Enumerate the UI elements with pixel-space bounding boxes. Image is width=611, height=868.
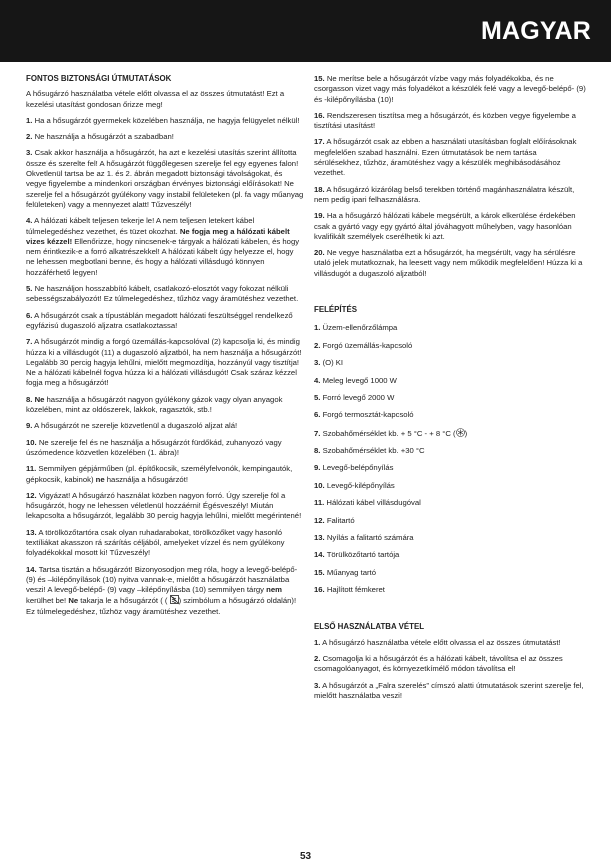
safety-item-7: 7. A hősugárzót mindig a forgó üzemállás-kapcsolóval (2) kapcsolja ki, és mindig húzza ki a villásdugót (11) a dugaszoló aljzatból, ha nem használja a hősugárzót! Legalább 30 percig hagyja lehűlni, mielőtt megmozdítja, hozzányúl vagy tisztítja! Ne a hálózati kábelnél fogva húzza ki a hálózati villásdugót! Csak száraz kézzel fogja meg a hősugárzót! [26, 337, 302, 388]
list-item: 2. Forgó üzemállás-kapcsoló [314, 340, 413, 350]
list-item: 9. Levegő-belépőnyílás [314, 463, 394, 473]
language-title: MAGYAR [480, 17, 591, 45]
safety-item-17: 17. A hősugárzót csak az ebben a használati utasításban foglalt előírásoknak megfelelően szabad használni. Ezen útmutatások be nem tartása sérülésekhez, tűzhöz, áramütéshez vagy a készülék meghibásodásához vezethet. [314, 137, 577, 178]
safety-item-15: 15. Ne merítse bele a hősugárzót vízbe vagy más folyadékokba, és ne csorgasson vizet vagy más folyadékot a készülék felé vagy a levegő-belépő- (9) és -kilépőnyílásba (10)! [314, 74, 586, 104]
list-item: 7. Szobahőmérséklet kb. + 5 °C - + 8 °C ( ) [314, 428, 468, 438]
safety-title: FONTOS BIZTONSÁGI ÚTMUTATÁSOK [26, 74, 172, 83]
list-item: 3. (O) KI [314, 358, 344, 368]
safety-item-14: 14. Tartsa tisztán a hősugárzót! Bizonyosodjon meg róla, hogy a levegő-belépő- (9) és –kilépőnyílások (10) nyitva vannak-e, mielőtt a hősugárzót használatba veszi! A levegő-belépő- (9) vagy –kilépőnyílásba (10) semmilyen tárgy nem kerülhet be! Ne takarja le a hősugárzót ( ( ) szimbólum a hősugárzó oldalán)! Ez túlmelegedéshez, tűzhöz vagy áramütéshez vezethet. [26, 564, 298, 616]
safety-item-2: 2. Ne használja a hősugárzót a szabadban! [26, 132, 174, 142]
snowflake-icon [456, 428, 465, 437]
first-use-item-1: 1. A hősugárzó használatba vétele előtt olvassa el az összes útmutatást! [314, 637, 561, 647]
safety-item-9: 9. A hősugárzót ne szerelje közvetlenül a dugaszoló aljzat alá! [26, 421, 238, 431]
safety-item-1: 1. Ha a hősugárzót gyermekek közelében használja, ne hagyja felügyelet nélkül! [26, 115, 300, 125]
first-use-item-2: 2. Csomagolja ki a hősugárzót és a hálózati kábelt, távolítsa el az összes csomagolóanyagot, és környezetkímélő módon távolítsa el! [314, 654, 563, 674]
safety-item-12: 12. Vigyázat! A hősugárzó használat közben nagyon forró. Úgy szerelje föl a hősugárzót, hogy ne lehessen véletlenül hozzáérni! Égésveszély! Miután lekapcsolta a hősugárzót, legalább 30 percig hagyja lehűlni, mielőtt megérintené! [26, 490, 302, 521]
first-use-title: ELSŐ HASZNÁLATBA VÉTEL [314, 621, 425, 631]
safety-item-8: 8. Ne használja a hősugárzót nagyon gyúlékony gázok vagy olyan anyagok közelében, mint az oldószerek, lakkok, ragasztók, stb.! [26, 394, 283, 415]
list-item: 4. Meleg levegő 1000 W [314, 375, 397, 385]
assembly-title: FELÉPÍTÉS [314, 305, 357, 315]
list-item: 14. Törülközőtartó tartója [314, 550, 400, 560]
safety-intro: A hősugárzó használatba vétele előtt olvassa el az összes útmutatást! Ezt a kezelési utasítást gondosan őrizze meg! [26, 89, 285, 109]
page-number: 53 [299, 851, 312, 862]
safety-item-4: 4. A hálózati kábelt teljesen tekerje le! A nem teljesen letekert kábel túlmelegedéshez vezethet, és tüzet okozhat. Ne fogja meg a hálózati kábelt vizes kézzel! Ellenőrizze, hogy nincsenek-e tárgyak a hálózati kábelen, és hogy nem érintkezik-e a forró alkatrészekkel! A hálózati kábelt úgy helyezze el, hogy ne lehessen megbotlani benne, és hogy a hálózati villásdugó könnyen hozzáférhető legyen! [26, 216, 300, 277]
list-item: 11. Hálózati kábel villásdugóval [314, 498, 421, 508]
list-item: 16. Hajlított fémkeret [314, 585, 385, 595]
safety-item-3: 3. Csak akkor használja a hősugárzót, ha azt e kezelési utasítás szerint állította össze és szerelte fel! A hősugárzót függőlegesen szerelje fel egy egyenes falon! Okvetlenül tartsa be az 1. és 2. ábrán megadott biztonsági távolságokat, és vegye figyelembe a mindenkori országban érvényes biztonsági előírásokat! Ne szerelje fel a hősugárzót gyúlékony vagy instabil felületeken (pl. fa vagy műanyag felületeken) vagy a mennyezet alatt! Tűzveszély! [26, 148, 304, 209]
list-item: 5. Forró levegő 2000 W [314, 392, 395, 402]
list-item: 8. Szobahőmérséklet kb. +30 °C [314, 446, 425, 456]
safety-item-18: 18. A hősugárzó kizárólag belső terekben történő magánhasználatra készült, nem pedig ipari felhasználásra. [314, 184, 575, 204]
safety-item-13: 13. A törölközőtartóra csak olyan ruhadarabokat, törölközőket vagy hasonló textíliákat akasszon rá szárítás céljából, amelyeket vízzel és nem gyúlékony folyadékokkal mosott ki! Tűzveszély! [26, 527, 285, 558]
safety-item-5: 5. Ne használjon hosszabbító kábelt, csatlakozó-elosztót vagy fokozat nélküli sebességszabályozót! Ez túlmelegedéshez, tűzhöz vagy áramütéshez vezethet. [26, 284, 299, 304]
right-column [314, 74, 586, 707]
do-not-cover-icon [170, 595, 179, 604]
safety-item-10: 10. Ne szerelje fel és ne használja a hősugárzót fürdőkád, zuhanyozó vagy úszómedence közvetlen közelében (1. ábra)! [26, 437, 282, 457]
first-use-item-3: 3. A hősugárzót a „Falra szerelés” címszó alatti útmutatások szerint szerelje fel, mielőtt használatba veszi! [314, 680, 584, 700]
safety-item-11: 11. Semmilyen gépjárműben (pl. építőkocsik, személyfelvonók, kempingautók, gépkocsik, kabinok) ne használja a hősugárzót! [26, 464, 293, 484]
list-item: 1. Üzem-ellenőrzőlámpa [314, 323, 398, 333]
safety-item-16: 16. Rendszeresen tisztítsa meg a hősugárzót, és közben vegye figyelembe a tisztítási utasítást! [314, 110, 576, 131]
safety-item-6: 6. A hősugárzót csak a típustáblán megadott hálózati feszültséggel rendelkező egyfázisú dugaszoló aljzatra csatlakoztassa! [26, 310, 293, 330]
list-item: 15. Műanyag tartó [314, 567, 376, 577]
left-column [26, 74, 304, 623]
list-item: 6. Forgó termosztát-kapcsoló [314, 410, 414, 420]
list-item: 12. Falitartó [314, 515, 355, 525]
list-item: 13. Nyílás a falitartó számára [314, 533, 414, 543]
language-header [0, 0, 611, 62]
safety-item-19: 19. Ha a hősugárzó hálózati kábele megsérült, a károk elkerülése érdekében csak a gyártó vagy egy gyártó által jóváhagyott műhelyben, vagy hasonlóan kvalifikált személyek cserélhetik ki azt. [314, 211, 576, 241]
assembly-list [314, 323, 586, 595]
safety-item-20: 20. Ne vegye használatba ezt a hősugárzót, ha megsérült, vagy ha sérülésre utaló jelek mutatkoznak, ha leesett vagy nem működik megfelelően! Húzza ki a villásdugót a dugaszoló aljzatból! [314, 248, 583, 278]
list-item: 10. Levegő-kilépőnyílás [314, 480, 395, 490]
